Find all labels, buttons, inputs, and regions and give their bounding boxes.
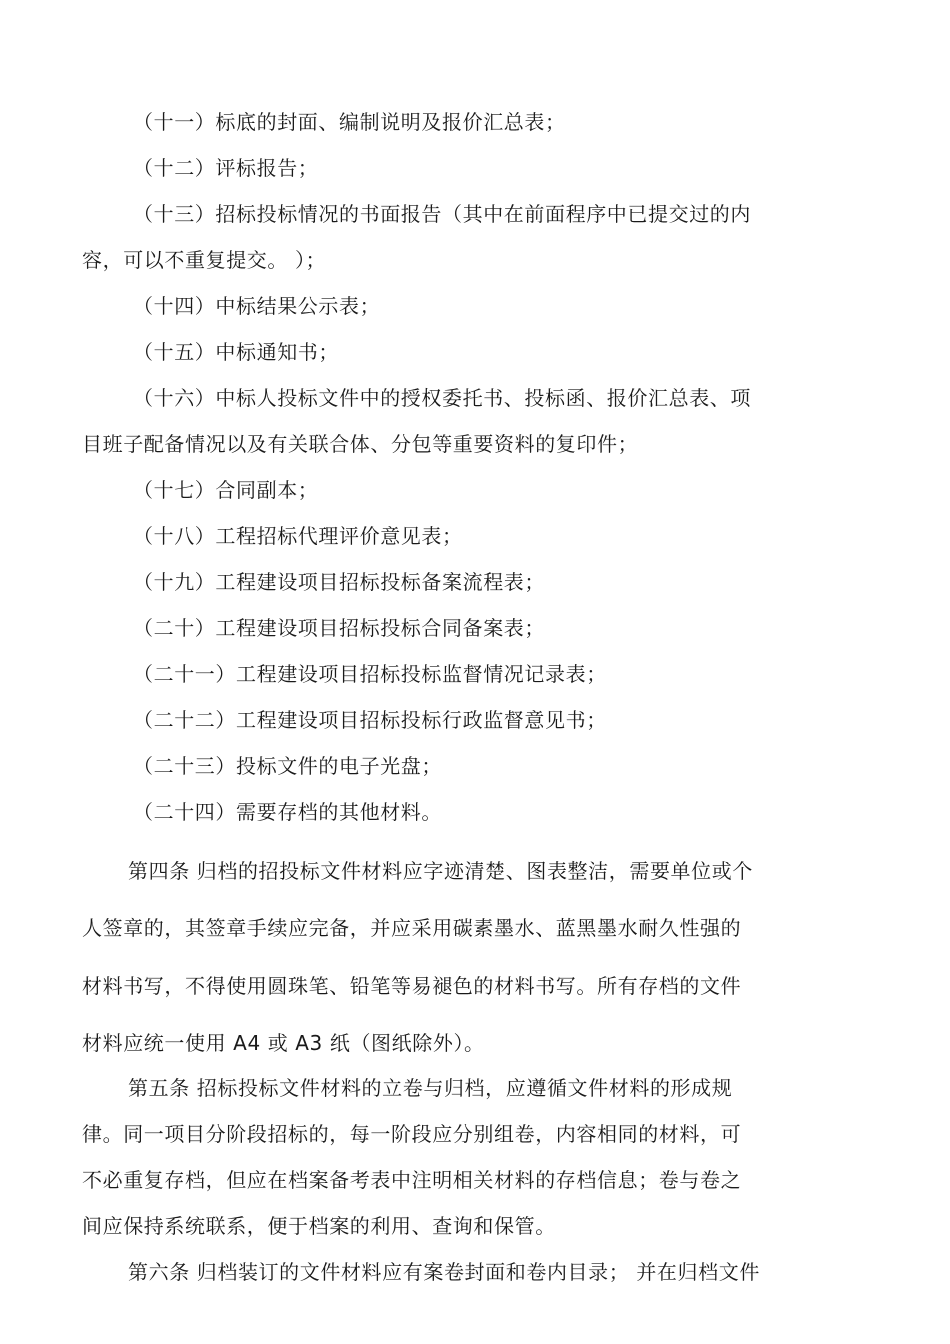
list-item-23: （二十三）投标文件的电子光盘； [133,754,442,778]
list-item-13-cont: 容，可以不重复提交。 ）； [82,248,327,272]
list-item-17: （十七）合同副本； [133,478,319,502]
article4-line-3: 材料书写，不得使用圆珠笔、铅笔等易褪色的材料书写。所有存档的文件 [82,974,742,998]
list-item-18: （十八）工程招标代理评价意见表； [133,524,463,548]
list-item-21: （二十一）工程建设项目招标投标监督情况记录表； [133,662,607,686]
list-item-14: （十四）中标结果公示表； [133,294,381,318]
article5-line-2: 律。同一项目分阶段招标的，每一阶段应分别组卷，内容相同的材料，可 [82,1122,742,1146]
list-item-13: （十三）招标投标情况的书面报告（其中在前面程序中已提交过的内 [133,202,751,226]
list-item-16-cont: 目班子配备情况以及有关联合体、分包等重要资料的复印件； [82,432,639,456]
article4-line-4: 材料应统一使用 A4 或 A3 纸（图纸除外）。 [82,1031,485,1055]
article4-line-1: 第四条 归档的招投标文件材料应字迹清楚、图表整洁，需要单位或个 [128,859,753,883]
article4-line-2: 人签章的，其签章手续应完备，并应采用碳素墨水、蓝黑墨水耐久性强的 [82,916,742,940]
article5-line-3: 不必重复存档，但应在档案备考表中注明相关材料的存档信息；卷与卷之 [82,1168,742,1192]
article5-line-1: 第五条 招标投标文件材料的立卷与归档，应遵循文件材料的形成规 [128,1076,733,1100]
article6-line-1: 第六条 归档装订的文件材料应有案卷封面和卷内目录； 并在归档文件 [128,1260,760,1284]
list-item-20: （二十）工程建设项目招标投标合同备案表； [133,616,545,640]
list-item-16: （十六）中标人投标文件中的授权委托书、投标函、报价汇总表、项 [133,386,751,410]
list-item-24: （二十四）需要存档的其他材料。 [133,800,442,824]
list-item-11: （十一）标底的封面、编制说明及报价汇总表； [133,110,566,134]
list-item-12: （十二）评标报告； [133,156,319,180]
list-item-15: （十五）中标通知书； [133,340,339,364]
list-item-22: （二十二）工程建设项目招标投标行政监督意见书； [133,708,607,732]
list-item-19: （十九）工程建设项目招标投标备案流程表； [133,570,545,594]
article5-line-4: 间应保持系统联系，便于档案的利用、查询和保管。 [82,1214,556,1238]
